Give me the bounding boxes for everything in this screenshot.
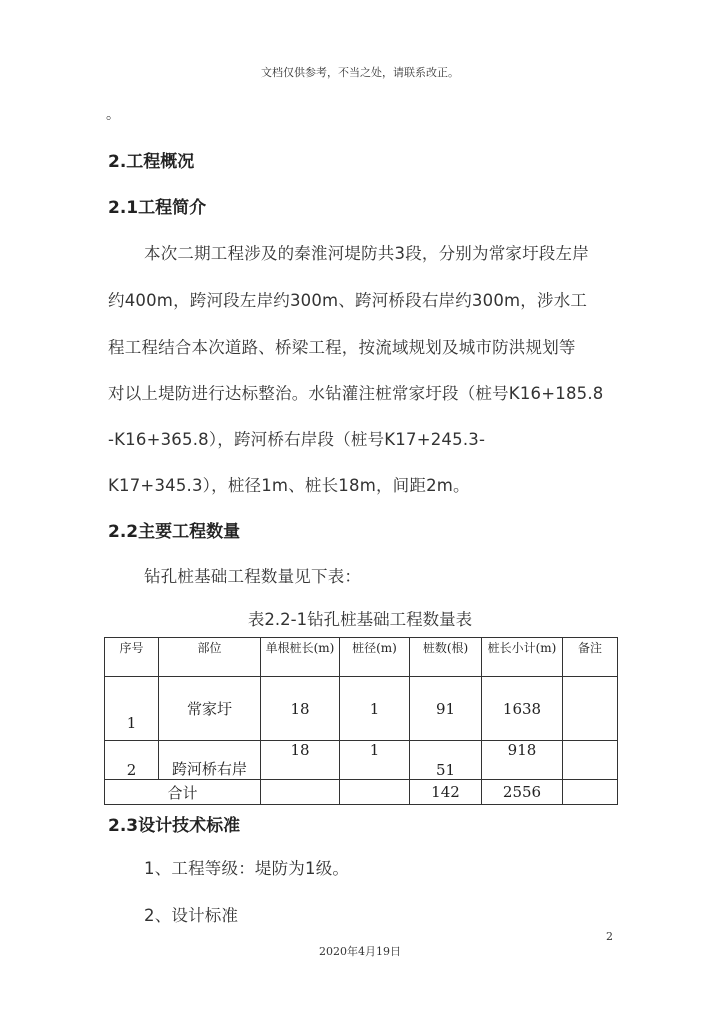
intro-line: 程工程结合本次道路、桥梁工程，按流域规划及城市防洪规划等 — [108, 338, 576, 357]
page-number: 2 — [606, 930, 613, 943]
cell-index: 2 — [105, 741, 159, 780]
section-2-1-heading: 2.1工程简介 — [108, 198, 207, 218]
table-caption: 表2.2-1钻孔桩基础工程数量表 — [247, 610, 473, 629]
cell-total-label: 合计 — [105, 780, 261, 805]
col-header-pile-length: 单根桩长(m) — [261, 638, 340, 677]
table-total-row — [105, 780, 618, 805]
col-header-remarks: 备注 — [563, 638, 618, 677]
cell-empty — [563, 780, 618, 805]
section-2-2-heading: 2.2主要工程数量 — [108, 522, 241, 542]
cell-empty — [340, 780, 410, 805]
cell-location: 跨河桥右岸 — [159, 741, 261, 780]
cell-diameter: 1 — [340, 677, 410, 741]
stray-mark: 。 — [106, 107, 120, 123]
header-note: 文档仅供参考，不当之处，请联系改正。 — [261, 66, 459, 79]
col-header-diameter: 桩径(m) — [340, 638, 410, 677]
pile-quantity-table — [104, 637, 618, 805]
intro-line: 对以上堤防进行达标整治。水钻灌注桩常家圩段（桩号K16+185.8 — [108, 384, 604, 403]
cell-empty — [261, 780, 340, 805]
section-2-heading: 2.工程概况 — [108, 152, 195, 172]
cell-pile-length: 18 — [261, 677, 340, 741]
cell-count: 51 — [410, 741, 482, 780]
col-header-index: 序号 — [105, 638, 159, 677]
standard-item: 2、设计标准 — [144, 906, 239, 925]
col-header-count: 桩数(根) — [410, 638, 482, 677]
section-2-3-heading: 2.3设计技术标准 — [108, 816, 241, 836]
intro-line: 本次二期工程涉及的秦淮河堤防共3段，分别为常家圩段左岸 — [144, 244, 589, 263]
footer-date: 2020年4月19日 — [319, 945, 401, 958]
cell-total-count: 142 — [410, 780, 482, 805]
table-intro: 钻孔桩基础工程数量见下表： — [144, 567, 362, 586]
cell-total-length: 2556 — [482, 780, 563, 805]
table-header-row — [105, 638, 618, 677]
intro-line: 约400m，跨河段左岸约300m、跨河桥段右岸约300m，涉水工 — [108, 291, 588, 310]
cell-pile-length: 18 — [261, 741, 340, 780]
table-row — [105, 677, 618, 741]
cell-location: 常家圩 — [159, 677, 261, 741]
table-row — [105, 741, 618, 780]
intro-line: -K16+365.8），跨河桥右岸段（桩号K17+245.3- — [108, 430, 486, 449]
col-header-location: 部位 — [159, 638, 261, 677]
cell-count: 91 — [410, 677, 482, 741]
intro-line: K17+345.3），桩径1m、桩长18m，间距2m。 — [108, 476, 470, 495]
cell-remarks — [563, 741, 618, 780]
cell-length-subtotal: 918 — [482, 741, 563, 780]
cell-index: 1 — [105, 677, 159, 741]
col-header-length-subtotal: 桩长小计(m) — [482, 638, 563, 677]
cell-remarks — [563, 677, 618, 741]
standard-item: 1、工程等级：堤防为1级。 — [144, 859, 350, 878]
cell-length-subtotal: 1638 — [482, 677, 563, 741]
cell-diameter: 1 — [340, 741, 410, 780]
